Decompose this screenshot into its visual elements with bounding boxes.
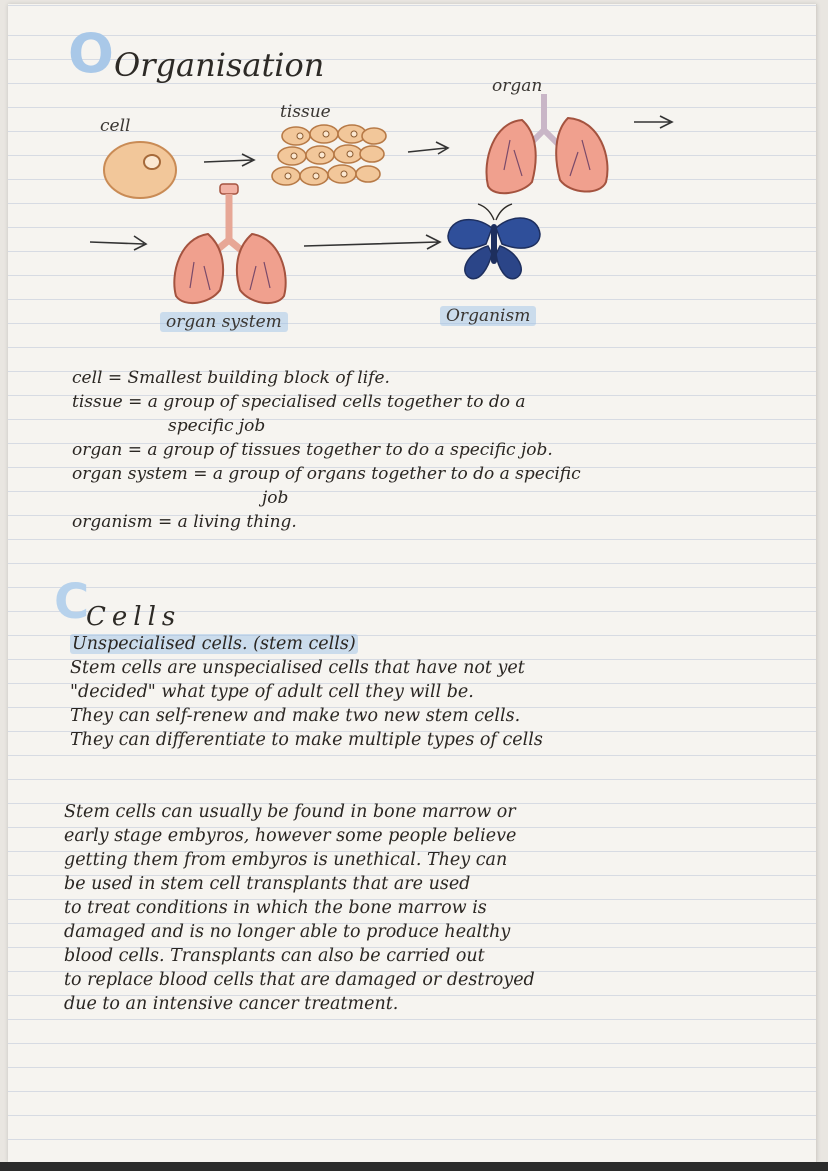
label-organ-system: organ system bbox=[160, 312, 288, 332]
paragraph-line: "decided" what type of adult cell they will be. bbox=[70, 682, 474, 702]
paragraph-line: to replace blood cells that are damaged or destroyed bbox=[64, 970, 535, 990]
definitions-block bbox=[72, 366, 812, 534]
notebook-page bbox=[8, 4, 817, 1162]
paragraph-line: be used in stem cell transplants that are used bbox=[64, 874, 471, 894]
definition-organ: organ = a group of tissues together to do a specific job. bbox=[72, 440, 553, 460]
arrow-icon bbox=[88, 232, 158, 252]
lungs-organ-drawing bbox=[474, 90, 624, 200]
stem-cells-paragraph-2 bbox=[64, 800, 535, 1016]
paragraph-line: blood cells. Transplants can also be carried out bbox=[64, 946, 485, 966]
arrow-icon bbox=[202, 150, 262, 170]
arrow-icon bbox=[632, 112, 682, 132]
paragraph-line: to treat conditions in which the bone marrow is bbox=[64, 898, 487, 918]
paragraph-line: They can self-renew and make two new stem cells. bbox=[70, 706, 521, 726]
page-title: Organisation bbox=[114, 46, 325, 84]
stem-cells-paragraph-1 bbox=[70, 632, 543, 752]
definition-organ-system-cont: job bbox=[262, 488, 289, 508]
definition-organism: organism = a living thing. bbox=[72, 512, 297, 532]
cells-subtitle: Unspecialised cells. (stem cells) bbox=[72, 634, 356, 654]
label-tissue: tissue bbox=[280, 102, 331, 122]
paragraph-line: due to an intensive cancer treatment. bbox=[64, 994, 399, 1014]
paragraph-line: damaged and is no longer able to produce healthy bbox=[64, 922, 511, 942]
paragraph-line: They can differentiate to make multiple types of cells bbox=[70, 730, 543, 750]
paragraph-line: getting them from embyros is unethical. They can bbox=[64, 850, 508, 870]
organ-system-drawing bbox=[164, 184, 294, 308]
definition-tissue-cont: specific job bbox=[168, 416, 266, 436]
cells-section-title: Cells bbox=[86, 602, 182, 632]
paragraph-line: early stage embyros, however some people believe bbox=[64, 826, 517, 846]
paragraph-line: Stem cells can usually be found in bone marrow or bbox=[64, 802, 516, 822]
label-cell: cell bbox=[100, 116, 131, 136]
heading-background-letter: O bbox=[68, 22, 115, 85]
definition-tissue: tissue = a group of specialised cells together to do a bbox=[72, 392, 526, 412]
arrow-icon bbox=[302, 230, 452, 250]
definition-cell: cell = Smallest building block of life. bbox=[72, 368, 390, 388]
label-organism: Organism bbox=[440, 306, 536, 326]
arrow-icon bbox=[406, 140, 456, 160]
cells-heading-background-letter: C bbox=[54, 574, 90, 630]
organism-butterfly-drawing bbox=[444, 200, 544, 284]
definition-organ-system: organ system = a group of organs together to do a specific bbox=[72, 464, 581, 484]
paragraph-line: Stem cells are unspecialised cells that have not yet bbox=[70, 658, 525, 678]
label-organ: organ bbox=[492, 76, 543, 96]
bottom-edge bbox=[0, 1162, 828, 1171]
